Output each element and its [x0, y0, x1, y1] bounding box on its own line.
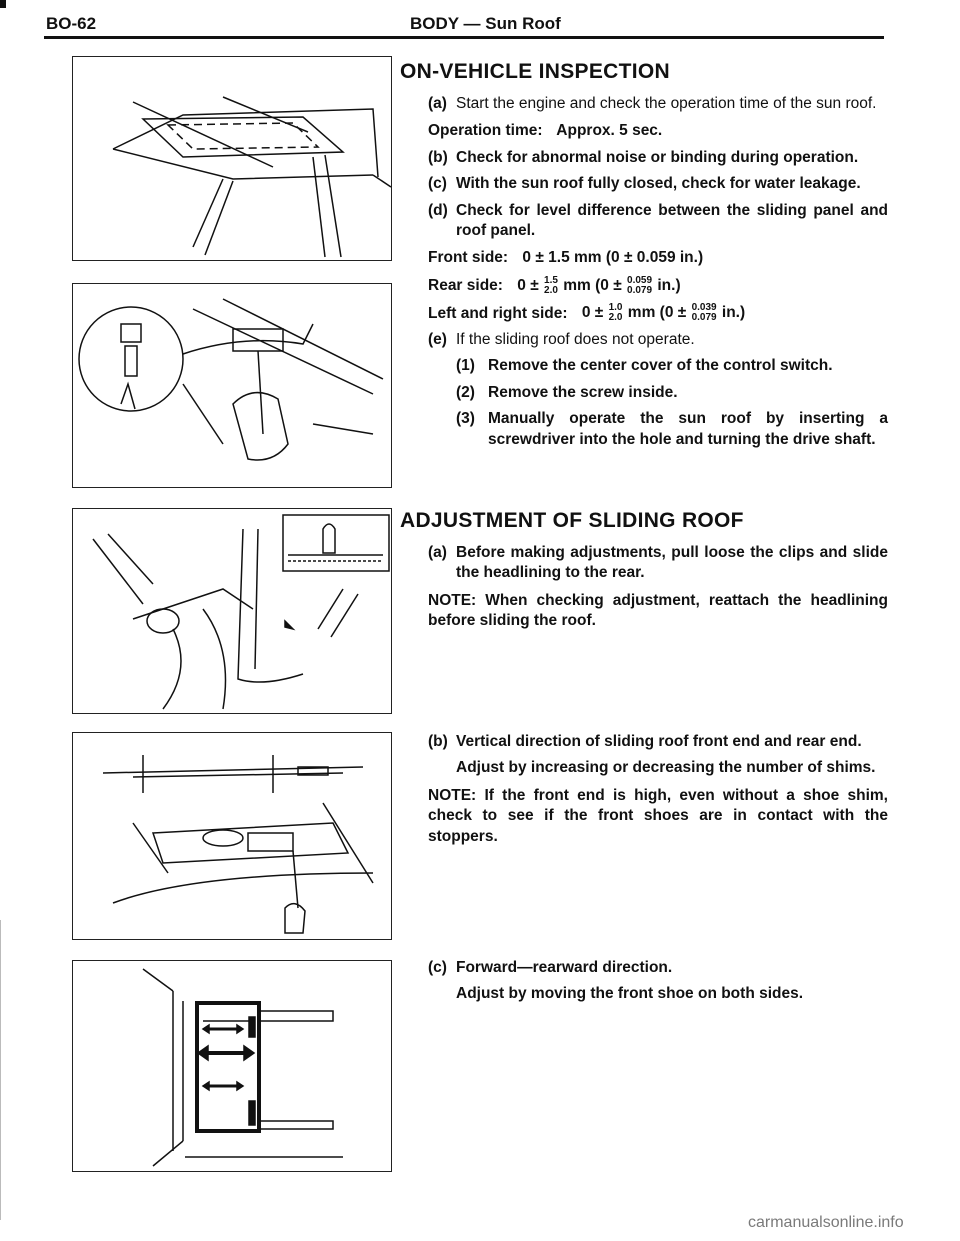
page-corner-mark — [0, 0, 6, 8]
step-label: (a) — [428, 94, 447, 112]
section-heading: ON-VEHICLE INSPECTION — [400, 60, 670, 83]
spec-front-side: Front side: 0 ± 1.5 mm (0 ± 0.059 in.) — [428, 249, 704, 267]
adjust-step-a: (a) Before making adjustments, pull loose the clips and slide the headlining to the rear. — [428, 543, 888, 582]
adjust-step-c-detail: Adjust by moving the front shoe on both sides. — [456, 985, 804, 1003]
adjust-step-c: (c) Forward—rearward direction. — [428, 959, 673, 976]
figure-vertical-adjust — [72, 732, 392, 940]
figure-forward-rearward — [72, 960, 392, 1172]
figure-center-cover — [72, 283, 392, 488]
tolerance-mm: 1.5 2.0 — [544, 274, 558, 296]
section-vertical-direction — [400, 732, 888, 847]
spec-rear-side: Rear side: 0 ± 1.5 2.0 mm (0 ± 0.059 0.079 in.) — [428, 274, 681, 296]
tolerance-in: 0.059 0.079 — [627, 274, 653, 296]
watermark: carmanualsonline.info — [748, 1214, 904, 1231]
adjust-step-b-detail: Adjust by increasing or decreasing the number of shims. — [456, 759, 876, 777]
step-d: (d) Check for level difference between the sliding panel and roof panel. — [428, 201, 888, 239]
adjust-step-b: (b) Vertical direction of sliding roof front end and rear end. — [428, 733, 862, 750]
step-c: (c) With the sun roof fully closed, check for water leakage. — [428, 175, 861, 193]
figure-roof-overview — [72, 56, 392, 261]
step-e: (e) If the sliding roof does not operate. — [428, 330, 695, 348]
section-on-vehicle-inspection — [400, 58, 888, 450]
substep-3: (3) Manually operate the sun roof by inserting a screwdriver into the hole and turning the drive shaft. — [456, 410, 888, 448]
substep-1: (1) Remove the center cover of the control switch. — [456, 357, 833, 375]
page-number: BO-62 — [46, 14, 97, 33]
step-text: Start the engine and check the operation time of the sun roof. — [456, 94, 877, 112]
section-heading: ADJUSTMENT OF SLIDING ROOF — [400, 509, 744, 532]
tolerance-in: 0.039 0.079 — [691, 302, 717, 324]
page-title: BODY — Sun Roof — [410, 14, 561, 33]
note-2: NOTE: If the front end is high, even without a shoe shim, check to see if the front shoes are in contact with the stoppers. — [428, 786, 888, 845]
step-b: (b) Check for abnormal noise or binding during operation. — [428, 148, 859, 166]
spec-left-right-side: Left and right side: 0 ± 1.0 2.0 mm (0 ± 0.039 0.079 in.) — [428, 302, 746, 324]
header-rule — [44, 36, 884, 39]
section-adjustment-sliding-roof — [400, 507, 888, 632]
substep-2: (2) Remove the screw inside. — [456, 383, 678, 401]
step-a — [428, 94, 888, 114]
section-forward-rearward — [400, 958, 888, 1005]
figure-pull-clips — [72, 508, 392, 714]
operation-time: Operation time: Approx. 5 sec. — [428, 122, 663, 140]
page-edge-line — [0, 920, 1, 1220]
note-1: NOTE: When checking adjustment, reattach the headlining before sliding the roof. — [428, 591, 888, 630]
tolerance-mm: 1.0 2.0 — [608, 302, 623, 324]
